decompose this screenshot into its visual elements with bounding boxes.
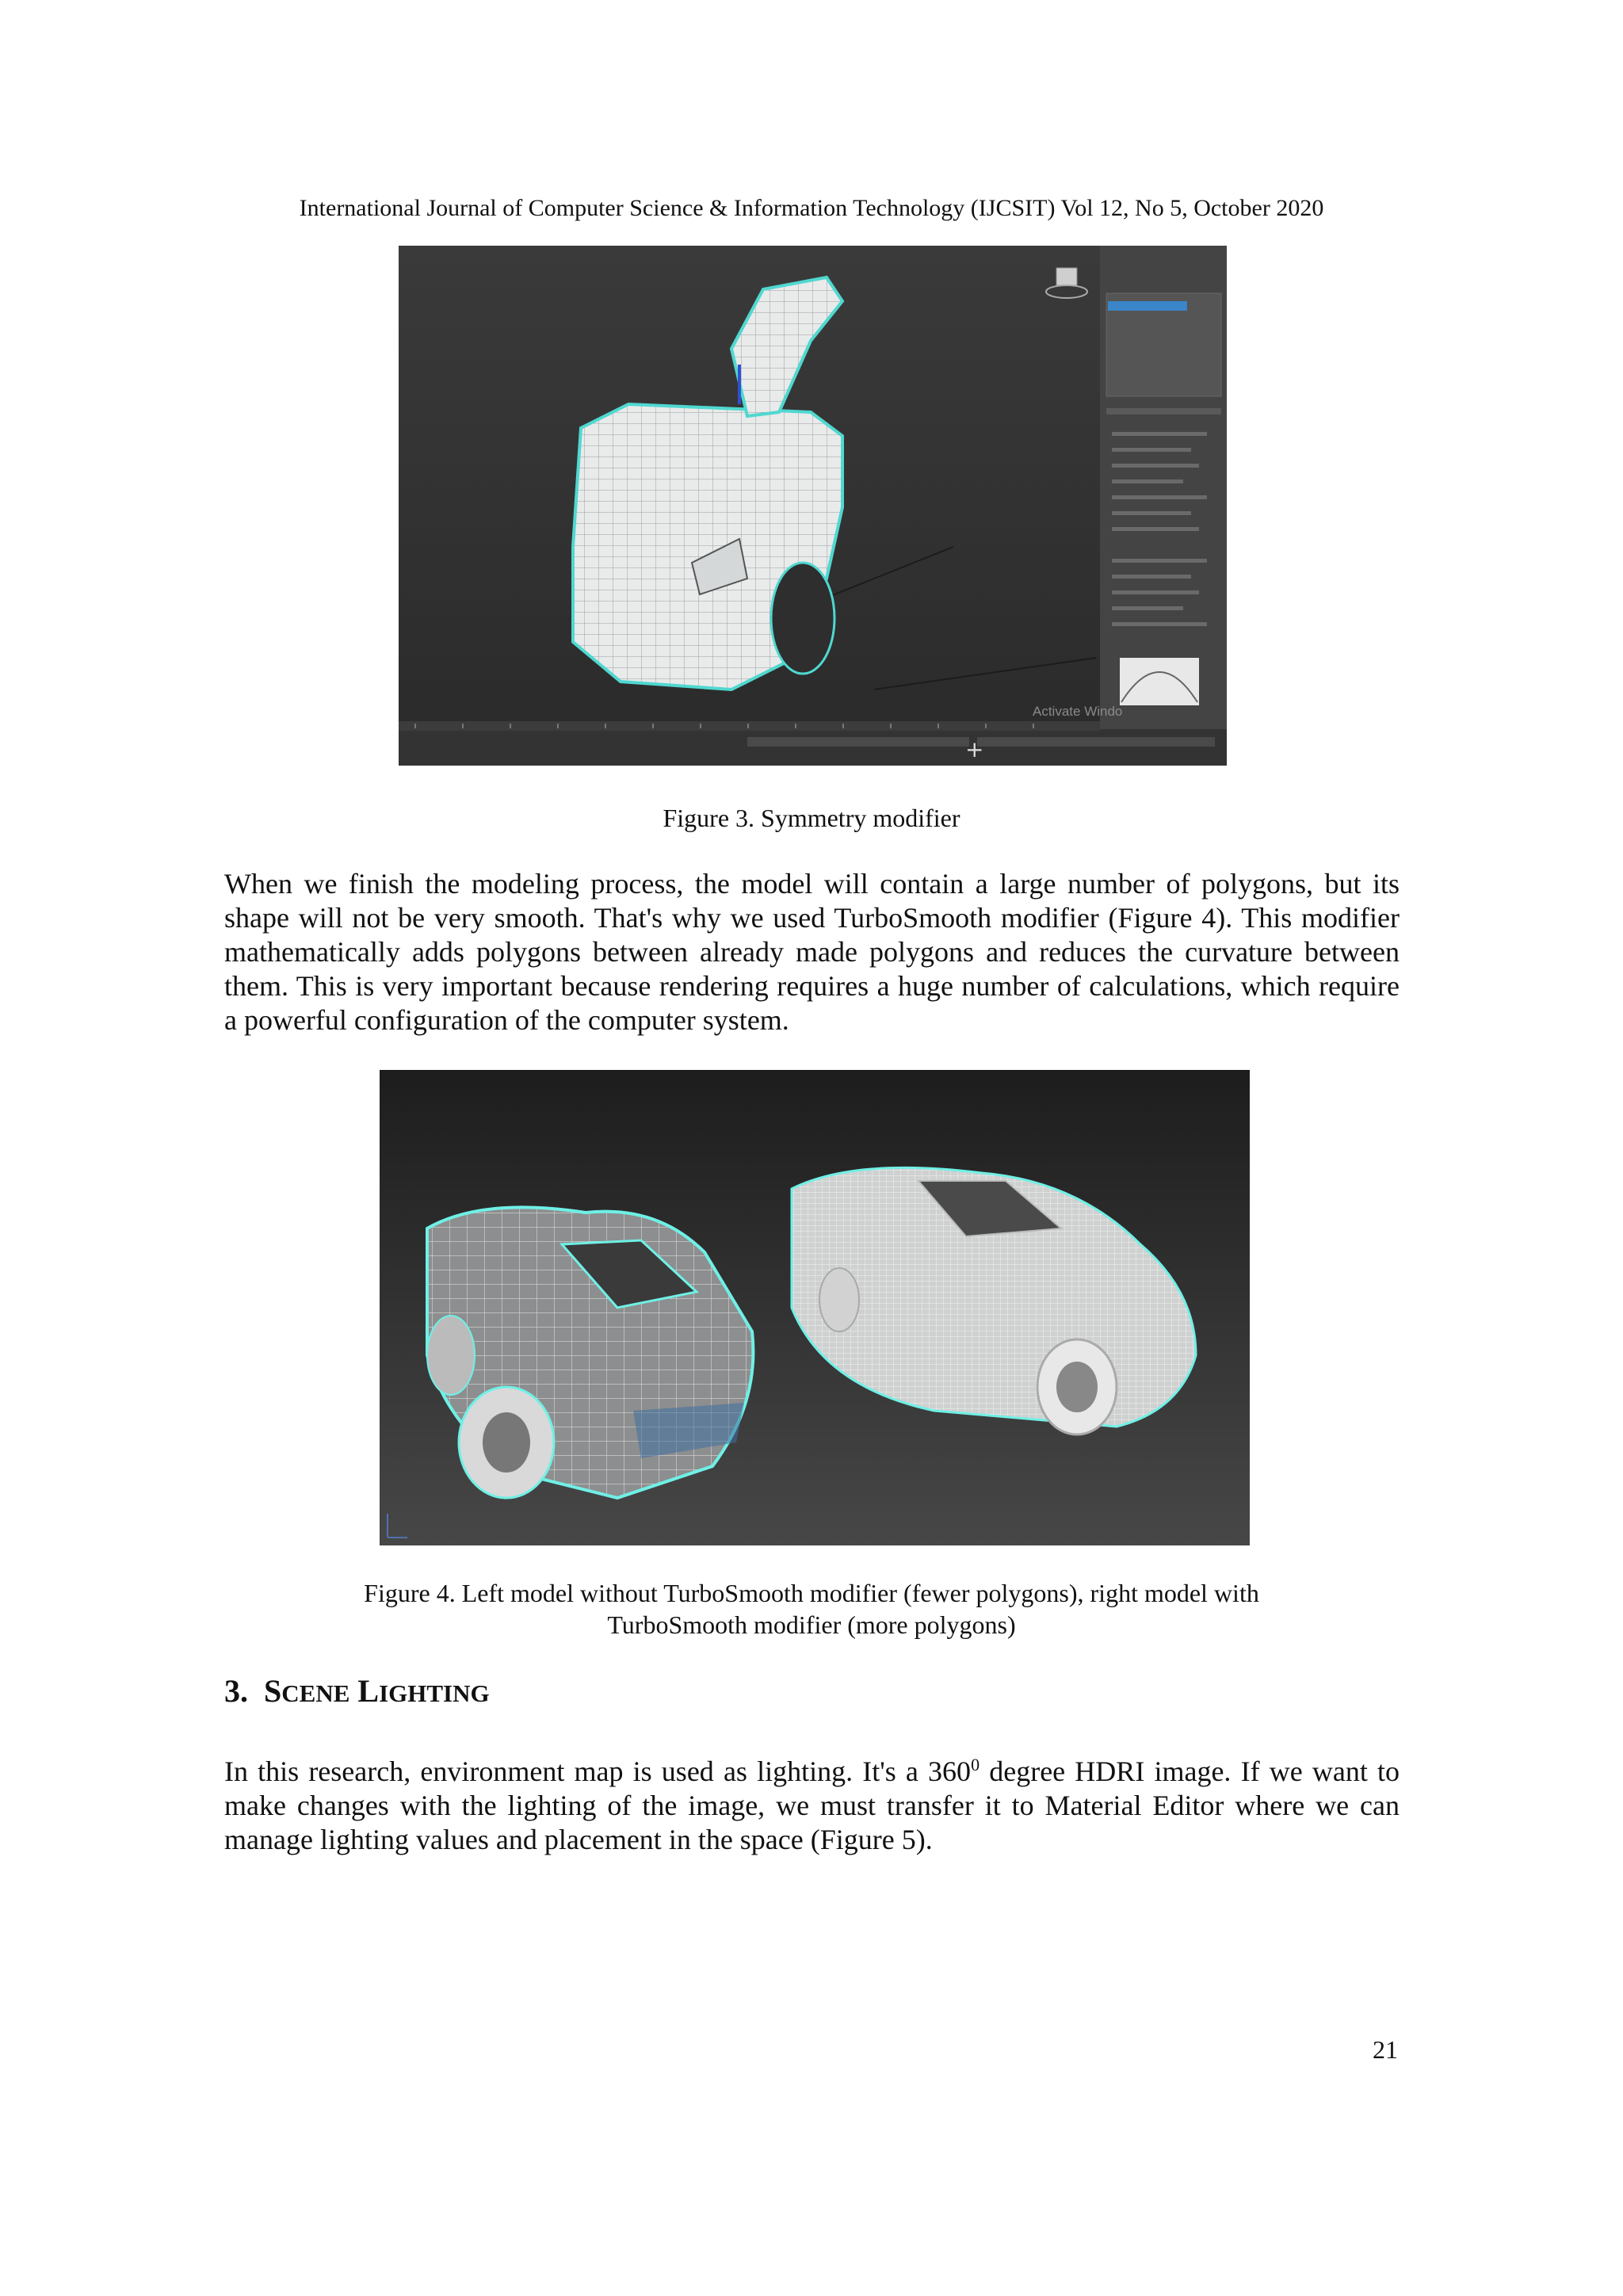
body-paragraph-1: When we finish the modeling process, the model will contain a large number of polygons, but its shape will not be very smooth. That's why we used TurboSmooth modifier (Figure 4). This modifier mathematically adds polygons between already made polygons and reduces the curvature between them. This is very important because rendering requires a huge number of calculations, which require a powerful configuration of the computer system. — [224, 868, 1400, 1036]
section-heading — [224, 1672, 490, 1710]
running-header: International Journal of Computer Science & Information Technology (IJCSIT) Vol 12, No 5, October 2020 — [299, 195, 1324, 221]
watermark-text: Activate Windo — [1033, 704, 1123, 719]
paragraph-2-start: In this research, environment map is used as lighting. It's a 360 — [224, 1755, 972, 1787]
figure-4-caption-line-1: Figure 4. Left model without TurboSmooth modifier (fewer polygons), right model with — [364, 1579, 1259, 1607]
body-paragraph-2 — [224, 1748, 1400, 1855]
section-number: 3. — [224, 1673, 248, 1709]
section-title-ighting: IGHTING — [379, 1679, 490, 1707]
figure-4-caption — [0, 1577, 1623, 1641]
figure-4-caption-line-2: TurboSmooth modifier (more polygons) — [607, 1610, 1016, 1639]
figure-3-image — [399, 246, 1227, 766]
section-title-cene: CENE — [281, 1679, 350, 1707]
paragraph-2-end: degree HDRI image. If we want to make changes with the lighting of the image, we must transfer it to Material Editor where we can manage lighting values and placement in the space (Figure 5). — [224, 1755, 1400, 1855]
section-title-s: S — [264, 1673, 282, 1709]
page-number: 21 — [1373, 2035, 1398, 2064]
figure-4-image — [380, 1070, 1250, 1545]
degree-superscript: 0 — [971, 1755, 980, 1775]
svg-text:+: + — [965, 736, 984, 762]
figure-3-caption: Figure 3. Symmetry modifier — [663, 804, 960, 832]
section-title-l: L — [357, 1673, 380, 1709]
